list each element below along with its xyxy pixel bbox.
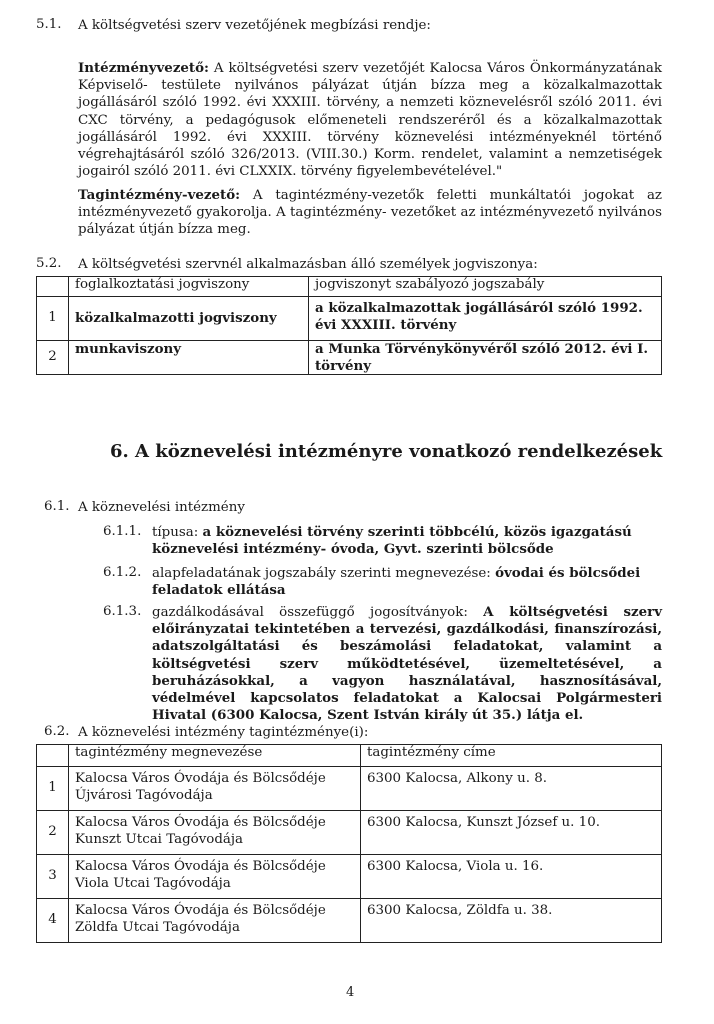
item-label: alapfeladatának jogszabály szerinti megnevezése: xyxy=(152,566,491,581)
tagintezmeny-table xyxy=(36,744,662,943)
table-cell: 6300 Kalocsa, Viola u. 16. xyxy=(361,855,662,899)
item-tipusa xyxy=(152,524,662,558)
table-cell: Kalocsa Város Óvodája és Bölcsődéje Újvárosi Tagóvodája xyxy=(69,767,361,811)
section-number-5-1: 5.1. xyxy=(36,17,62,32)
section-title-6-2: A köznevelési intézmény tagintézménye(i): xyxy=(78,725,369,740)
paragraph-tagintezmeny-vezeto xyxy=(78,187,662,239)
section-title-5-1: A költségvetési szerv vezetőjének megbízási rendje: xyxy=(78,18,431,33)
paragraph-text: A tagintézmény-vezetők feletti munkáltatói jogokat az intézményvezető gyakorolja. A tagintézmény- vezetőket az intézményvezető nyilvános pályázat útján bízza meg. xyxy=(78,188,662,238)
table-cell xyxy=(37,277,69,297)
item-number: 6.1.3. xyxy=(103,604,142,619)
table-header-cell: jogviszonyt szabályozó jogszabály xyxy=(309,277,662,297)
table-cell: Kalocsa Város Óvodája és Bölcsődéje Viola Utcai Tagóvodája xyxy=(69,855,361,899)
table-row xyxy=(37,297,662,341)
table-cell: 6300 Kalocsa, Kunszt József u. 10. xyxy=(361,811,662,855)
table-cell: Kalocsa Város Óvodája és Bölcsődéje Zöldfa Utcai Tagóvodája xyxy=(69,899,361,943)
row-index: 2 xyxy=(37,341,69,375)
table-cell: a Munka Törvénykönyvéről szóló 2012. évi I. törvény xyxy=(309,341,662,375)
table-row xyxy=(37,341,662,375)
row-index: 1 xyxy=(37,767,69,811)
item-gazdalkodas xyxy=(152,604,662,724)
page-number: 4 xyxy=(346,985,355,1000)
table-row xyxy=(37,899,662,943)
table-row xyxy=(37,811,662,855)
item-alapfeladat xyxy=(152,565,662,599)
table-cell xyxy=(37,745,69,767)
paragraph-lead: Tagintézmény-vezető: xyxy=(78,187,241,203)
paragraph-lead: Intézményvezető: xyxy=(78,60,209,76)
row-index: 3 xyxy=(37,855,69,899)
table-cell: a közalkalmazottak jogállásáról szóló 1992. évi XXXIII. törvény xyxy=(309,297,662,341)
table-cell: munkaviszony xyxy=(69,341,309,375)
row-index: 4 xyxy=(37,899,69,943)
table-header-row xyxy=(37,745,662,767)
table-header-cell: tagintézmény megnevezése xyxy=(69,745,361,767)
table-cell: 6300 Kalocsa, Alkony u. 8. xyxy=(361,767,662,811)
item-label: gazdálkodásával összefüggő jogosítványok: xyxy=(152,605,468,620)
item-label: típusa: xyxy=(152,525,199,540)
section-number-6-1: 6.1. xyxy=(44,499,70,514)
table-header-cell: tagintézmény címe xyxy=(361,745,662,767)
table-row xyxy=(37,767,662,811)
section-number-5-2: 5.2. xyxy=(36,256,62,271)
table-row xyxy=(37,855,662,899)
item-value: A költségvetési szerv előirányzatai tekintetében a tervezési, gazdálkodási, finanszírozási, adatszolgáltatási és beszámolási feladatokat, valamint a költségvetési szerv működtetésével, üzemeltetésével, a beruházásokkal, a vagyon használatával, hasznosításával, védelmével kapcsolatos feladatokat a Kalocsai Polgármesteri Hivatal (6300 Kalocsa, Szent István király út 35.) látja el. xyxy=(152,604,663,724)
table-header-cell: foglalkoztatási jogviszony xyxy=(69,277,309,297)
section-heading-6: 6. A köznevelési intézményre vonatkozó rendelkezések xyxy=(110,441,663,462)
table-cell: Kalocsa Város Óvodája és Bölcsődéje Kunszt Utcai Tagóvodája xyxy=(69,811,361,855)
item-number: 6.1.2. xyxy=(103,565,142,580)
section-title-6-1: A köznevelési intézmény xyxy=(78,500,245,515)
item-number: 6.1.1. xyxy=(103,524,142,539)
item-value: óvodai és bölcsődei feladatok ellátása xyxy=(152,565,641,599)
table-header-row xyxy=(37,277,662,297)
section-number-6-2: 6.2. xyxy=(44,724,70,739)
jogviszony-table xyxy=(36,276,662,375)
row-index: 1 xyxy=(37,297,69,341)
paragraph-intezmenyvezeto xyxy=(78,60,662,180)
row-index: 2 xyxy=(37,811,69,855)
item-value: a köznevelési törvény szerinti többcélú, közös igazgatású köznevelési intézmény- óvoda, Gyvt. szerinti bölcsőde xyxy=(152,524,632,558)
table-cell: 6300 Kalocsa, Zöldfa u. 38. xyxy=(361,899,662,943)
section-title-5-2: A költségvetési szervnél alkalmazásban álló személyek jogviszonya: xyxy=(78,257,538,272)
table-cell: közalkalmazotti jogviszony xyxy=(69,297,309,341)
paragraph-text: A költségvetési szerv vezetőjét Kalocsa Város Önkormányzatának Képviselő- testülete nyilvános pályázat útján bízza meg a közalkalmazottak jogállásáról szóló 1992. évi XXXIII. törvény, a nemzeti köznevelésről szóló 2011. évi CXC törvény, a pedagógusok előmeneteli rendszeréről és a közalkalmazottak jogállásáról 1992. évi XXXIII. törvény köznevelési intézményeknél történő végrehajtásáról szóló 326/2013. (VIII.30.) Korm. rendelet, valamint a nemzetiségek jogairól szóló 2011. évi CLXXIX. törvény figyelembevételével." xyxy=(78,61,662,180)
